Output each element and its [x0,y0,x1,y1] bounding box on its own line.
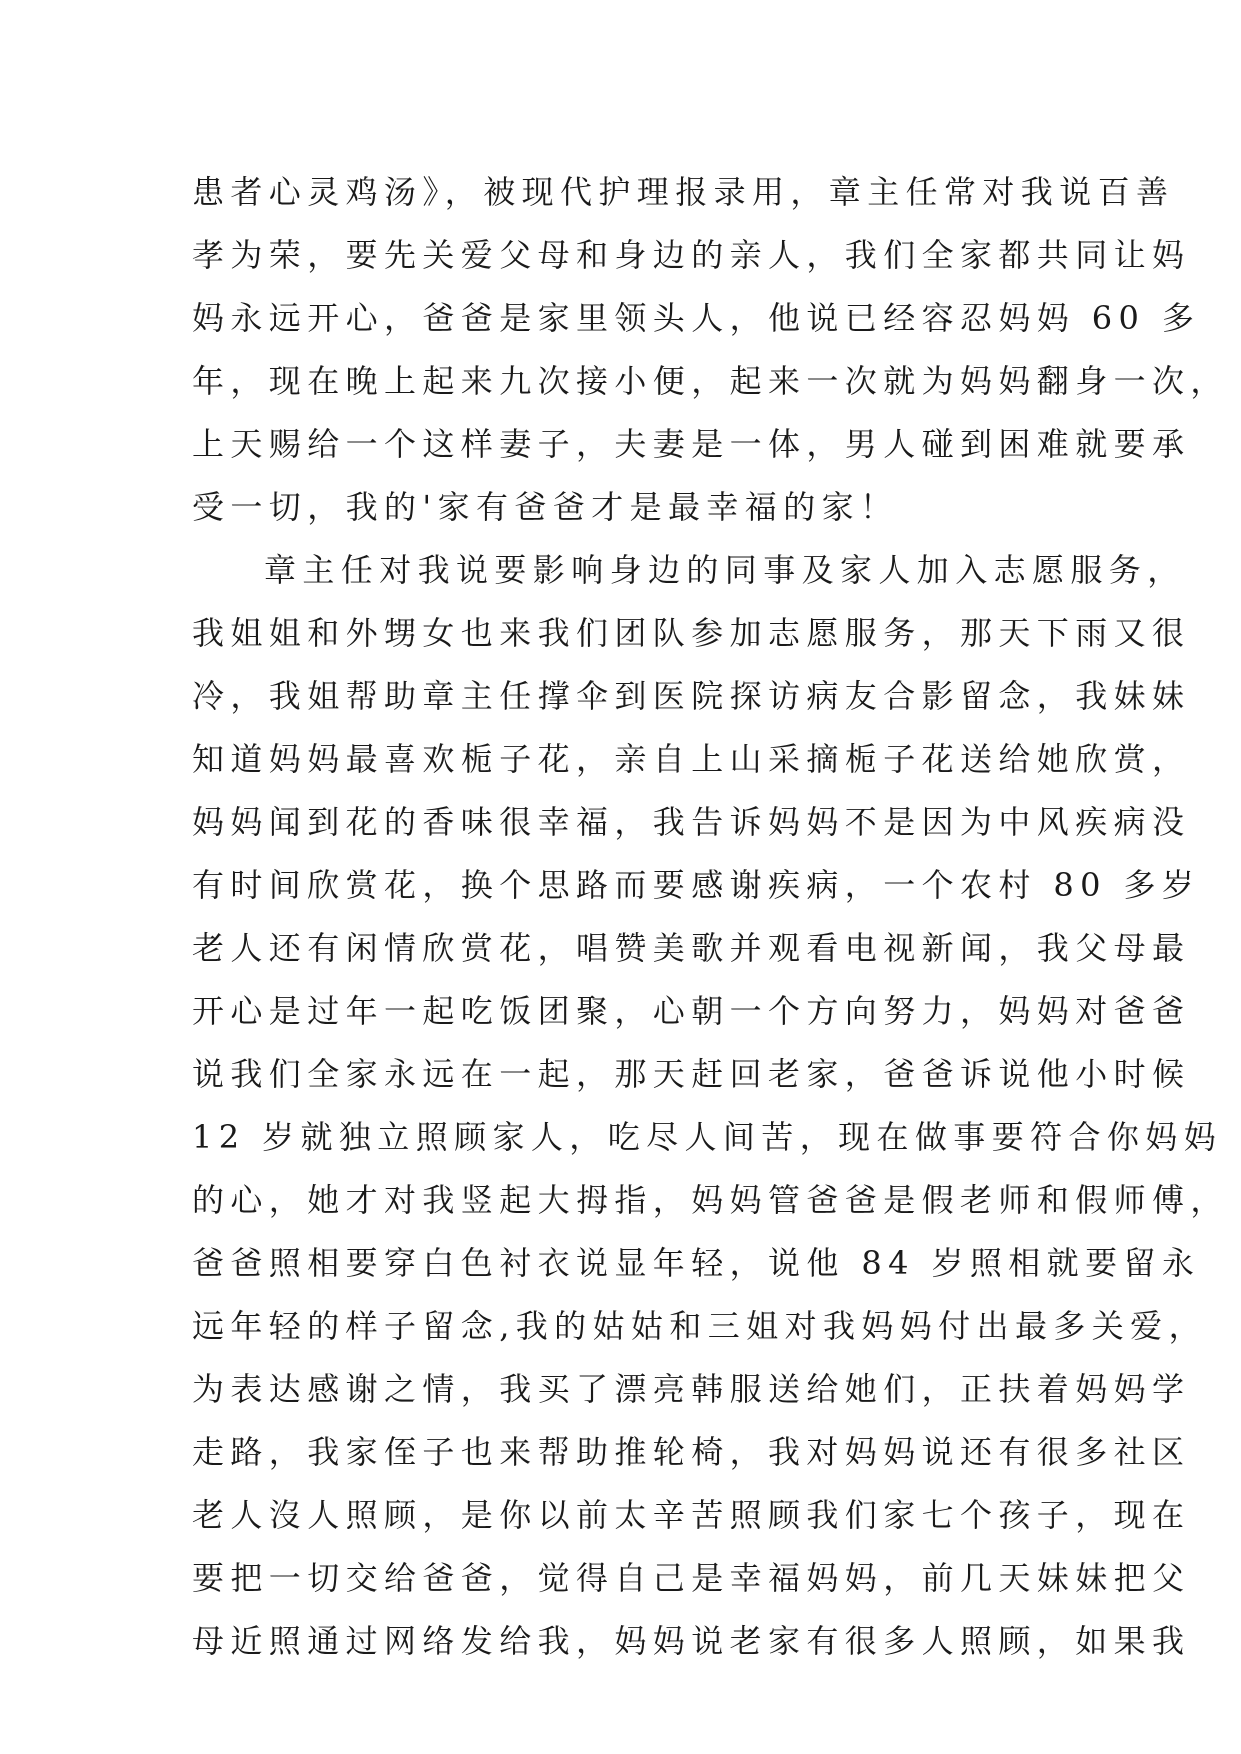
text-line: 我姐姐和外甥女也来我们团队参加志愿服务，那天下雨又很 [192,614,1191,652]
text-line: 妈永远开心，爸爸是家里领头人，他说已经容忍妈妈 60 多 [192,299,1201,337]
text-line: 上天赐给一个这样妻子，夫妻是一体，男人碰到困难就要承 [192,425,1191,463]
text-line: 冷，我姐帮助章主任撑伞到医院探访病友合影留念，我妹妹 [192,677,1191,715]
text-line: 受一切，我的'家有爸爸才是最幸福的家！ [192,488,899,526]
text-line: 母近照通过网络发给我，妈妈说老家有很多人照顾，如果我 [192,1622,1191,1660]
text-line: 要把一切交给爸爸，觉得自己是幸福妈妈，前几天妹妹把父 [192,1559,1191,1597]
text-line: 老人沒人照顾，是你以前太辛苦照顾我们家七个孩子，现在 [192,1496,1191,1534]
text-line: 妈妈闻到花的香味很幸福，我告诉妈妈不是因为中风疾病没 [192,803,1191,841]
text-line: 的心，她才对我竖起大拇指，妈妈管爸爸是假老师和假师傅， [192,1181,1229,1219]
text-line: 说我们全家永远在一起，那天赶回老家，爸爸诉说他小时候 [192,1055,1191,1093]
text-line: 走路，我家侄子也来帮助推轮椅，我对妈妈说还有很多社区 [192,1433,1191,1471]
text-line: 爸爸照相要穿白色衬衣说显年轻，说他 84 岁照相就要留永 [192,1244,1201,1282]
text-line: 知道妈妈最喜欢栀子花，亲自上山采摘栀子花送给她欣赏， [192,740,1191,778]
paragraph-first-line: 章主任对我说要影响身边的同事及家人加入志愿服务， [264,551,1186,589]
text-line: 年，现在晚上起来九次接小便，起来一次就为妈妈翻身一次， [192,362,1229,400]
text-line: 患者心灵鸡汤》，被现代护理报录用，章主任常对我说百善 [192,173,1175,211]
text-line: 为表达感谢之情，我买了漂亮韩服送给她们，正扶着妈妈学 [192,1370,1191,1408]
text-line: 有时间欣赏花，换个思路而要感谢疾病，一个农村 80 多岁 [192,866,1201,904]
text-line: 远年轻的样子留念,我的姑姑和三姐对我妈妈付出最多关爱， [192,1307,1207,1345]
text-line: 12 岁就独立照顾家人，吃尽人间苦，现在做事要符合你妈妈 [192,1118,1223,1156]
body-text [192,161,1229,1673]
text-line: 开心是过年一起吃饭团聚，心朝一个方向努力，妈妈对爸爸 [192,992,1191,1030]
text-line: 孝为荣，要先关爱父母和身边的亲人，我们全家都共同让妈 [192,236,1191,274]
text-line: 老人还有闲情欣赏花，唱赞美歌并观看电视新闻，我父母最 [192,929,1191,967]
